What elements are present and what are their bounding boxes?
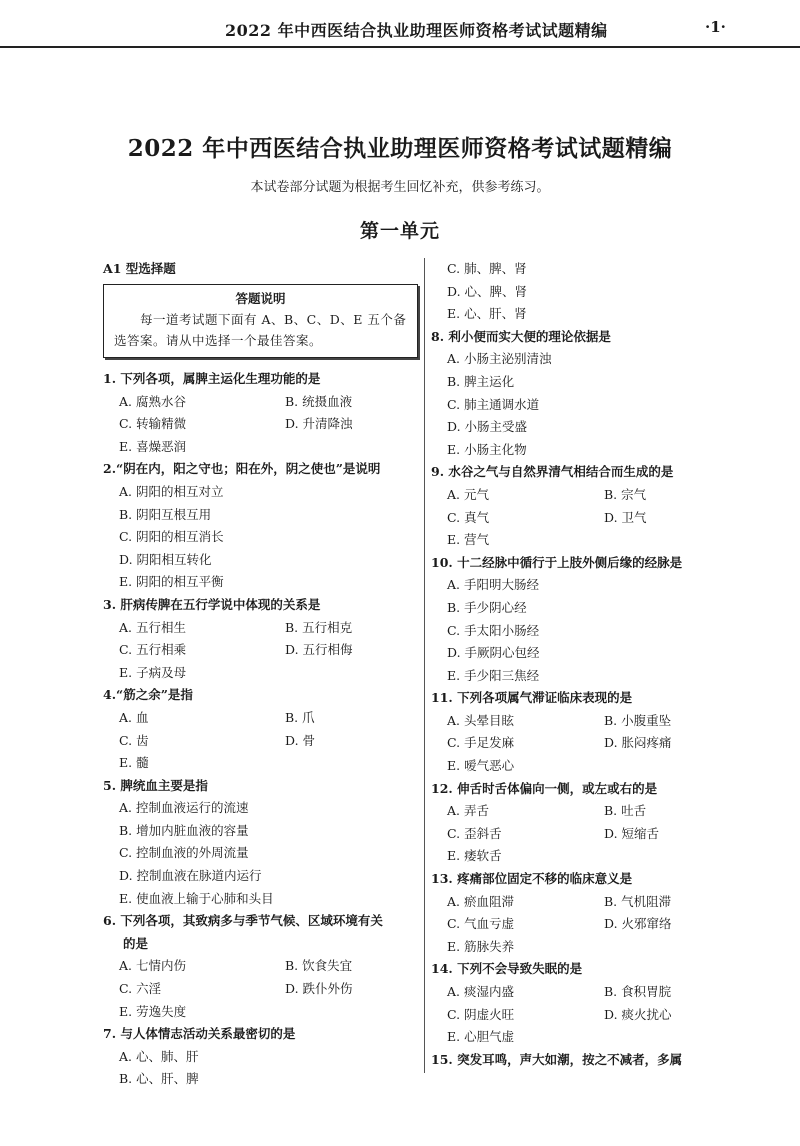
option-a: A. 阴阳的相互对立 [119, 483, 224, 499]
option-b: B. 阴阳互根互用 [119, 506, 212, 522]
option-d: D. 卫气 [604, 509, 647, 525]
question-stem: 8. 利小便而实大便的理论依据是 [431, 328, 611, 344]
left-column [103, 258, 421, 1091]
question-8 [431, 326, 721, 462]
column-divider [424, 258, 425, 1073]
option-e: E. 筋脉失养 [447, 938, 515, 954]
option-d: D. 五行相侮 [285, 642, 353, 658]
question-9 [431, 461, 721, 551]
option-a: A. 小肠主泌别清浊 [447, 351, 552, 367]
option-c: C. 控制血液的外周流量 [119, 845, 249, 861]
question-15 [431, 1049, 721, 1072]
option-c: C. 阴阳的相互消长 [119, 529, 224, 545]
option-c: C. 肺主通调水道 [447, 396, 540, 412]
option-b: B. 爪 [285, 709, 315, 725]
option-row [103, 391, 421, 414]
question-4 [103, 684, 421, 774]
option-b: B. 气机阻滞 [604, 893, 672, 909]
option-row [103, 730, 421, 753]
option-e: E. 痿软舌 [447, 848, 502, 864]
option-e: E. 手少阳三焦经 [447, 667, 540, 683]
running-title: 2022 年中西医结合执业助理医师资格考试试题精编 [225, 21, 608, 40]
option-b: B. 小腹重坠 [604, 712, 672, 728]
option-e: E. 喜燥恶润 [119, 438, 187, 454]
option-row [431, 484, 721, 507]
section-label: A1 型选择题 [103, 261, 176, 276]
option-row [431, 732, 721, 755]
option-e: E. 劳逸失度 [119, 1003, 187, 1019]
option-b: B. 心、肝、脾 [119, 1071, 199, 1087]
question-10 [431, 552, 721, 688]
page-number: ·1· [705, 18, 726, 36]
option-row [103, 617, 421, 640]
option-b: B. 手少阴心经 [447, 599, 527, 615]
option-a: A. 瘀血阻滞 [447, 893, 514, 909]
option-b: B. 食积胃脘 [604, 984, 672, 999]
option-a: A. 痰湿内盛 [447, 984, 514, 999]
option-d: D. 火邪窜络 [604, 916, 672, 932]
option-e: E. 髓 [119, 755, 149, 771]
right-column [431, 258, 721, 1071]
option-b: B. 宗气 [604, 486, 647, 502]
question-stem: 2.“阴在内，阳之守也；阳在外，阴之使也”是说明 [103, 461, 381, 477]
question-stem: 12. 伸舌时舌体偏向一侧，或左或右的是 [431, 780, 658, 796]
instructions-box [103, 284, 418, 358]
question-stem: 7. 与人体情志活动关系最密切的是 [103, 1026, 296, 1042]
question-11 [431, 687, 721, 777]
option-a: A. 元气 [447, 486, 489, 502]
question-stem: 1. 下列各项，属脾主运化生理功能的是 [103, 371, 321, 386]
option-row [431, 507, 721, 530]
option-e: E. 阴阳的相互平衡 [119, 574, 224, 590]
question-stem: 9. 水谷之气与自然界清气相结合而生成的是 [431, 464, 674, 480]
option-c: C. 肺、脾、肾 [447, 261, 527, 276]
option-d: D. 心、脾、肾 [447, 283, 528, 299]
option-row [431, 710, 721, 733]
question-stem: 15. 突发耳鸣，声大如潮，按之不减者，多属 [431, 1051, 683, 1067]
question-stem: 5. 脾统血主要是指 [103, 777, 208, 793]
question-6 [103, 910, 421, 1023]
option-e: E. 心胆气虚 [447, 1029, 515, 1045]
option-row [431, 981, 721, 1004]
question-stem-continued: 的是 [123, 935, 149, 951]
option-b: B. 脾主运化 [447, 373, 515, 389]
option-d: D. 阴阳相互转化 [119, 551, 212, 567]
option-c: C. 气血亏虚 [447, 916, 515, 932]
document-title: 2022 年中西医结合执业助理医师资格考试试题精编 [127, 135, 673, 162]
option-d: D. 短缩舌 [604, 825, 660, 841]
option-c: C. 真气 [447, 509, 490, 525]
option-e: E. 子病及母 [119, 664, 187, 680]
option-c: C. 手太阳小肠经 [447, 622, 540, 638]
option-e: E. 营气 [447, 532, 490, 548]
option-a: A. 心、肺、肝 [119, 1048, 199, 1064]
option-e: E. 嗳气恶心 [447, 758, 515, 774]
option-d: D. 跌仆外伤 [285, 981, 353, 997]
option-c: C. 歪斜舌 [447, 825, 502, 841]
option-a: A. 血 [119, 709, 149, 725]
option-row [431, 1004, 721, 1027]
question-1 [103, 368, 421, 458]
option-c: C. 转输精微 [119, 416, 187, 432]
option-d: D. 控制血液在脉道内运行 [119, 868, 262, 884]
option-row [431, 823, 721, 846]
option-c: C. 五行相乘 [119, 642, 187, 658]
option-row [431, 913, 721, 936]
option-d: D. 升清降浊 [285, 416, 353, 432]
question-stem: 13. 疼痛部位固定不移的临床意义是 [431, 871, 633, 887]
option-e: E. 心、肝、肾 [447, 306, 527, 322]
option-d: D. 骨 [285, 732, 316, 748]
option-d: D. 胀闷疼痛 [604, 735, 672, 751]
option-row [103, 955, 421, 978]
question-stem: 6. 下列各项，其致病多与季节气候、区域环境有关 [103, 913, 383, 929]
question-5 [103, 775, 421, 911]
question-stem: 3. 肝病传脾在五行学说中体现的关系是 [103, 596, 321, 612]
running-header [0, 0, 800, 47]
option-c: C. 阴虚火旺 [447, 1006, 515, 1022]
option-a: A. 五行相生 [119, 619, 186, 635]
question-3 [103, 594, 421, 684]
option-a: A. 手阳明大肠经 [447, 577, 539, 593]
question-stem: 14. 下列不会导致失眠的是 [431, 961, 583, 977]
option-c: C. 六淫 [119, 981, 162, 997]
option-row [103, 707, 421, 730]
option-d: D. 手厥阴心包经 [447, 645, 540, 661]
document-note: 本试卷部分试题为根据考生回忆补充，供参考练习。 [250, 180, 550, 195]
instructions-title: 答题说明 [235, 291, 286, 306]
question-2 [103, 458, 421, 594]
question-12 [431, 778, 721, 868]
option-row [103, 978, 421, 1001]
option-a: A. 控制血液运行的流速 [119, 800, 249, 816]
question-stem: 4.“筋之余”是指 [103, 687, 193, 703]
option-a: A. 腐熟水谷 [119, 393, 186, 409]
option-a: A. 弄舌 [447, 803, 489, 819]
option-b: B. 统摄血液 [285, 393, 353, 409]
unit-title: 第一单元 [359, 220, 440, 242]
question-7-continued [431, 258, 721, 326]
option-row [431, 891, 721, 914]
option-a: A. 头晕目眩 [447, 712, 514, 728]
option-d: D. 痰火扰心 [604, 1006, 672, 1022]
header-rule [0, 46, 800, 48]
question-14 [431, 958, 721, 1048]
option-row [103, 639, 421, 662]
option-b: B. 吐舌 [604, 803, 647, 819]
option-a: A. 七情内伤 [119, 958, 186, 974]
question-13 [431, 868, 721, 958]
option-c: C. 手足发麻 [447, 735, 515, 751]
option-row [431, 800, 721, 823]
option-b: B. 五行相克 [285, 619, 353, 635]
option-e: E. 小肠主化物 [447, 441, 527, 457]
option-c: C. 齿 [119, 732, 149, 748]
question-7 [103, 1023, 421, 1091]
option-e: E. 使血液上输于心肺和头目 [119, 890, 274, 906]
instructions-text: 每一道考试题下面有 A、B、C、D、E 五个备选答案。请从中选择一个最佳答案。 [114, 312, 407, 348]
option-b: B. 增加内脏血液的容量 [119, 822, 249, 838]
option-row [103, 413, 421, 436]
question-stem: 10. 十二经脉中循行于上肢外侧后缘的经脉是 [431, 554, 683, 570]
option-b: B. 饮食失宜 [285, 958, 353, 974]
question-stem: 11. 下列各项属气滞证临床表现的是 [431, 690, 633, 706]
option-d: D. 小肠主受盛 [447, 419, 528, 435]
